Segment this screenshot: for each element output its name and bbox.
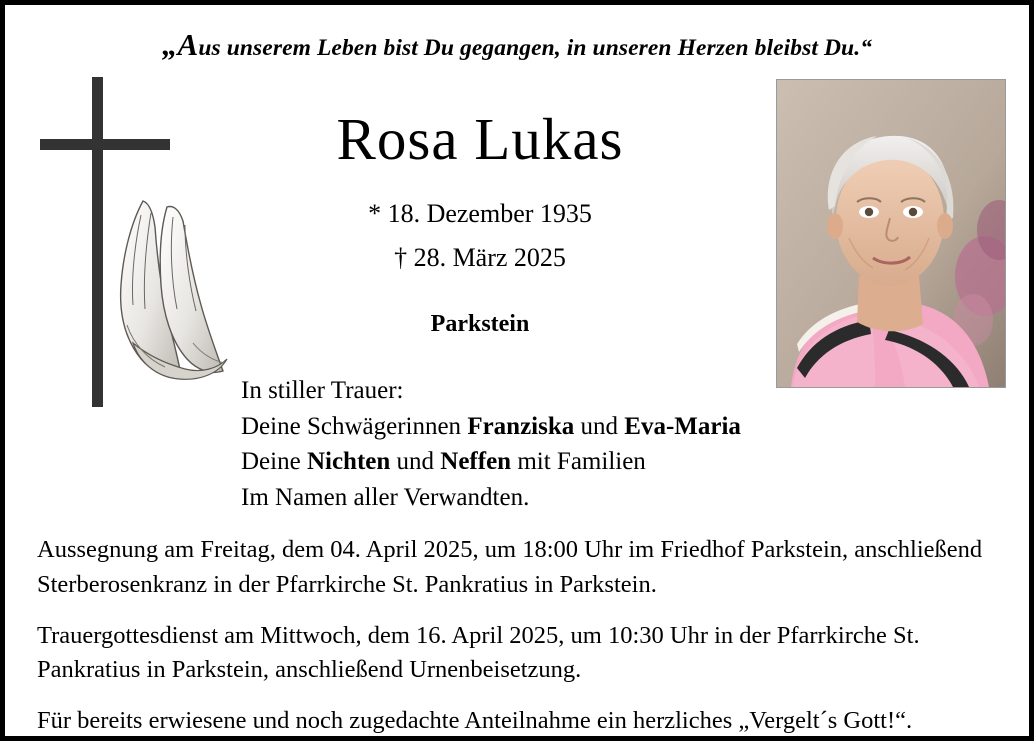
mourners-line-sisters-in-law <box>241 409 941 445</box>
mourners-line3-conjunction: und <box>390 448 441 475</box>
service-paragraph-trauergottesdienst: Trauergottesdienst am Mittwoch, dem 16. April 2025, um 10:30 Uhr in der Pfarrkirche St. Pankratius in Parkstein, anschließend Urnenbeisetzung. <box>37 621 920 684</box>
mourners-line2-prefix: Deine Schwägerinnen <box>241 412 468 440</box>
mourners-block <box>241 373 941 515</box>
mourners-line-relatives: Im Namen aller Verwandten. <box>241 483 530 511</box>
mourners-line-nieces-nephews <box>241 444 941 480</box>
service-paragraph-thanks: Für bereits erwiesene und noch zugedachte Anteilnahme ein herzliches „Vergelt´s Gott!“. <box>37 707 913 735</box>
mourner-eva-maria: Eva-Maria <box>624 412 741 440</box>
portrait-photo <box>776 79 1006 388</box>
birth-date: * 18. Dezember 1935 <box>368 199 592 228</box>
death-date: † 28. März 2025 <box>394 243 566 272</box>
motto-quote <box>5 27 1029 63</box>
mourner-nichten: Nichten <box>306 448 391 475</box>
notice-inner <box>5 5 1029 736</box>
mourner-franziska: Franziska <box>467 412 575 440</box>
mourner-neffen: Neffen <box>440 448 512 475</box>
cross-horizontal-bar <box>40 139 170 150</box>
mourners-line3-prefix: Deine <box>241 448 307 475</box>
place-name: Parkstein <box>430 311 530 337</box>
mourners-line3-suffix: mit Familien <box>511 448 646 475</box>
mourners-line2-conjunction: und <box>574 412 625 440</box>
deceased-name: Rosa Lukas <box>336 106 624 172</box>
mourners-intro: In stiller Trauer: <box>241 377 404 404</box>
service-details <box>37 533 1005 739</box>
motto-drop-cap: „A <box>161 27 199 62</box>
service-paragraph-aussegnung: Aussegnung am Freitag, dem 04. April 2025, um 18:00 Uhr im Friedhof Parkstein, anschließend Sterberosenkranz in der Pfarrkirche St. Pankratius in Parkstein. <box>37 536 983 598</box>
motto-rest: us unserem Leben bist Du gegangen, in unseren Herzen bleibst Du.“ <box>198 35 873 61</box>
